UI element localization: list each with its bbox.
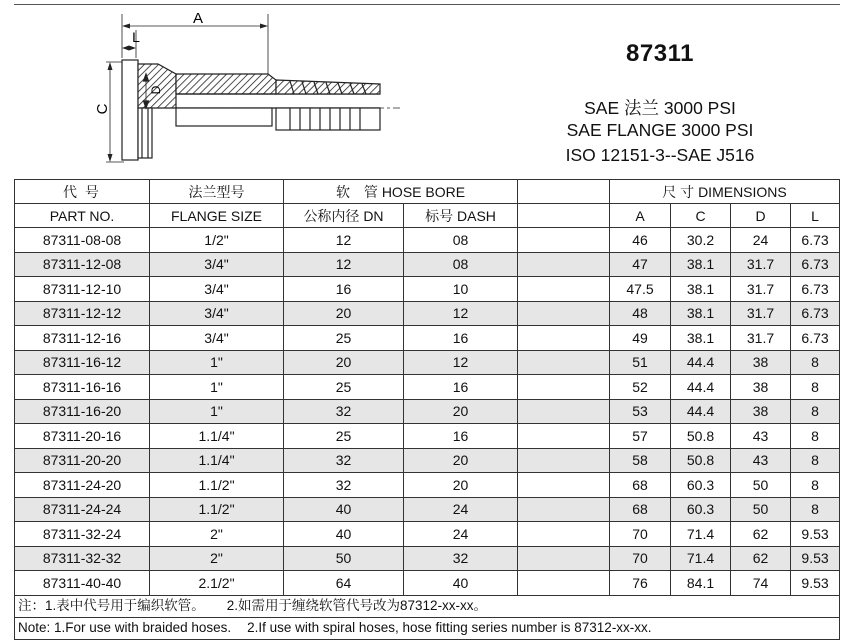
cell-blank [518, 424, 610, 449]
note-en [15, 617, 840, 639]
cell-dn: 64 [284, 571, 404, 596]
cell-c: 38.1 [671, 326, 731, 351]
cell-l: 8 [791, 399, 840, 424]
header-c: C [671, 204, 731, 228]
header-blank-2 [518, 204, 610, 228]
cell-d: 62 [731, 522, 791, 547]
cell-d: 62 [731, 546, 791, 571]
cell-part: 87311-08-08 [15, 228, 150, 253]
cell-a: 58 [610, 448, 671, 473]
cell-d: 31.7 [731, 301, 791, 326]
cell-blank [518, 252, 610, 277]
cell-part: 87311-12-08 [15, 252, 150, 277]
cell-blank [518, 350, 610, 375]
spec-table [14, 179, 840, 640]
cell-part: 87311-32-32 [15, 546, 150, 571]
cell-c: 38.1 [671, 252, 731, 277]
cell-l: 6.73 [791, 228, 840, 253]
cell-c: 84.1 [671, 571, 731, 596]
cell-l: 8 [791, 350, 840, 375]
note-row-en [15, 617, 840, 639]
cell-blank [518, 473, 610, 498]
cell-c: 44.4 [671, 375, 731, 400]
note-cn [15, 595, 840, 617]
cell-dn: 32 [284, 399, 404, 424]
dim-l-label: L [132, 29, 140, 45]
cell-a: 76 [610, 571, 671, 596]
top-rule [14, 4, 840, 5]
header-dash: 标号 DASH [404, 204, 518, 228]
cell-blank [518, 301, 610, 326]
header-blank [518, 180, 610, 204]
cell-c: 44.4 [671, 350, 731, 375]
cell-l: 6.73 [791, 252, 840, 277]
dim-c-label: C [94, 103, 111, 115]
cell-part: 87311-24-24 [15, 497, 150, 522]
header-l: L [791, 204, 840, 228]
cell-blank [518, 326, 610, 351]
standard-line-3: ISO 12151-3--SAE J516 [565, 145, 755, 165]
cell-d: 31.7 [731, 252, 791, 277]
header-flange-cn: 法兰型号 [150, 180, 284, 204]
cell-c: 71.4 [671, 546, 731, 571]
cell-dn: 20 [284, 301, 404, 326]
cell-part: 87311-16-16 [15, 375, 150, 400]
table-row [15, 326, 840, 351]
cell-a: 57 [610, 424, 671, 449]
cell-flange: 2" [150, 546, 284, 571]
table-row [15, 350, 840, 375]
cell-a: 68 [610, 473, 671, 498]
header-a: A [610, 204, 671, 228]
table-row [15, 522, 840, 547]
dimension-c [94, 62, 124, 162]
header-dn: 公称内径 DN [284, 204, 404, 228]
cell-d: 38 [731, 399, 791, 424]
cell-a: 49 [610, 326, 671, 351]
cell-flange: 3/4" [150, 326, 284, 351]
cell-l: 8 [791, 497, 840, 522]
cell-dash: 24 [404, 497, 518, 522]
cell-dn: 12 [284, 252, 404, 277]
cell-d: 31.7 [731, 277, 791, 302]
cell-c: 38.1 [671, 277, 731, 302]
table-row [15, 277, 840, 302]
table-row [15, 424, 840, 449]
cell-flange: 1" [150, 350, 284, 375]
table-row [15, 301, 840, 326]
dim-a-label: A [192, 10, 204, 27]
cell-part: 87311-40-40 [15, 571, 150, 596]
header-hose-bore: 软 管 HOSE BORE [284, 180, 518, 204]
cell-part: 87311-32-24 [15, 522, 150, 547]
cell-dn: 32 [284, 448, 404, 473]
cell-dn: 25 [284, 424, 404, 449]
note-cn-1: 注：1.表中代号用于编织软管。 [18, 598, 205, 613]
cell-blank [518, 522, 610, 547]
cell-flange: 1/2" [150, 228, 284, 253]
cell-a: 70 [610, 522, 671, 547]
cell-blank [518, 571, 610, 596]
cell-dash: 12 [404, 301, 518, 326]
cell-l: 9.53 [791, 522, 840, 547]
cell-flange: 3/4" [150, 277, 284, 302]
cell-flange: 1.1/4" [150, 448, 284, 473]
header-row-2 [15, 204, 840, 228]
table-row [15, 473, 840, 498]
table-row [15, 497, 840, 522]
cell-dash: 32 [404, 546, 518, 571]
cell-d: 43 [731, 424, 791, 449]
cell-flange: 1.1/4" [150, 424, 284, 449]
cell-flange: 2.1/2" [150, 571, 284, 596]
cell-l: 6.73 [791, 326, 840, 351]
cell-a: 70 [610, 546, 671, 571]
header-code-cn: 代 号 [15, 180, 150, 204]
cell-dn: 20 [284, 350, 404, 375]
standard-line-2: SAE FLANGE 3000 PSI [566, 120, 754, 140]
cell-dn: 25 [284, 326, 404, 351]
cell-c: 60.3 [671, 497, 731, 522]
header-d: D [731, 204, 791, 228]
cell-dash: 16 [404, 326, 518, 351]
cell-l: 6.73 [791, 277, 840, 302]
fitting-body [122, 60, 400, 160]
cell-dn: 25 [284, 375, 404, 400]
cell-dash: 08 [404, 252, 518, 277]
cell-a: 48 [610, 301, 671, 326]
cell-l: 8 [791, 473, 840, 498]
note-en-1: Note: 1.For use with braided hoses. [18, 620, 232, 635]
cell-l: 6.73 [791, 301, 840, 326]
dim-d-label: D [149, 85, 163, 95]
cell-c: 44.4 [671, 399, 731, 424]
table-row [15, 228, 840, 253]
cell-a: 53 [610, 399, 671, 424]
note-en-2: 2.If use with spiral hoses, hose fitting series number is 87312-xx-xx. [247, 620, 652, 635]
product-code: 87311 [626, 40, 694, 67]
cell-c: 38.1 [671, 301, 731, 326]
cell-part: 87311-12-12 [15, 301, 150, 326]
cell-part: 87311-20-20 [15, 448, 150, 473]
cell-dn: 16 [284, 277, 404, 302]
cell-part: 87311-16-20 [15, 399, 150, 424]
dimension-l [122, 29, 140, 58]
cell-flange: 2" [150, 522, 284, 547]
cell-blank [518, 448, 610, 473]
cell-dash: 12 [404, 350, 518, 375]
header-flange-size: FLANGE SIZE [150, 204, 284, 228]
cell-flange: 3/4" [150, 301, 284, 326]
cell-d: 74 [731, 571, 791, 596]
table-row [15, 252, 840, 277]
cell-dash: 24 [404, 522, 518, 547]
cell-flange: 3/4" [150, 252, 284, 277]
table-row [15, 571, 840, 596]
cell-l: 9.53 [791, 571, 840, 596]
cell-c: 71.4 [671, 522, 731, 547]
cell-dash: 40 [404, 571, 518, 596]
standard-line-1: SAE 法兰 3000 PSI [584, 98, 736, 118]
cell-part: 87311-20-16 [15, 424, 150, 449]
cell-dash: 20 [404, 399, 518, 424]
cell-d: 43 [731, 448, 791, 473]
cell-dn: 40 [284, 497, 404, 522]
header-row-1 [15, 180, 840, 204]
cell-dn: 50 [284, 546, 404, 571]
cell-c: 60.3 [671, 473, 731, 498]
cell-dash: 08 [404, 228, 518, 253]
cell-l: 9.53 [791, 546, 840, 571]
header-dimensions: 尺 寸 DIMENSIONS [610, 180, 840, 204]
cell-d: 38 [731, 350, 791, 375]
table-row [15, 375, 840, 400]
header-part-no: PART NO. [15, 204, 150, 228]
cell-d: 50 [731, 497, 791, 522]
cell-l: 8 [791, 375, 840, 400]
cell-d: 24 [731, 228, 791, 253]
cell-a: 52 [610, 375, 671, 400]
cell-dn: 40 [284, 522, 404, 547]
cell-flange: 1.1/2" [150, 473, 284, 498]
cell-a: 47 [610, 252, 671, 277]
cell-blank [518, 546, 610, 571]
cell-c: 50.8 [671, 448, 731, 473]
table-row [15, 546, 840, 571]
fitting-drawing [80, 8, 420, 176]
cell-dash: 20 [404, 473, 518, 498]
cell-blank [518, 375, 610, 400]
table-row [15, 399, 840, 424]
cell-flange: 1" [150, 375, 284, 400]
table-row [15, 448, 840, 473]
cell-dash: 10 [404, 277, 518, 302]
cell-l: 8 [791, 448, 840, 473]
cell-dash: 16 [404, 424, 518, 449]
cell-dash: 16 [404, 375, 518, 400]
cell-a: 51 [610, 350, 671, 375]
cell-part: 87311-12-10 [15, 277, 150, 302]
cell-dn: 12 [284, 228, 404, 253]
cell-dn: 32 [284, 473, 404, 498]
cell-part: 87311-16-12 [15, 350, 150, 375]
cell-c: 30.2 [671, 228, 731, 253]
cell-flange: 1" [150, 399, 284, 424]
cell-c: 50.8 [671, 424, 731, 449]
cell-part: 87311-12-16 [15, 326, 150, 351]
note-cn-2: 2.如需用于缠绕软管代号改为87312-xx-xx。 [226, 598, 488, 613]
cell-blank [518, 277, 610, 302]
cell-d: 31.7 [731, 326, 791, 351]
cell-blank [518, 399, 610, 424]
cell-blank [518, 497, 610, 522]
cell-l: 8 [791, 424, 840, 449]
cell-a: 46 [610, 228, 671, 253]
cell-dash: 20 [404, 448, 518, 473]
cell-a: 68 [610, 497, 671, 522]
cell-d: 38 [731, 375, 791, 400]
cell-a: 47.5 [610, 277, 671, 302]
cell-d: 50 [731, 473, 791, 498]
cell-flange: 1.1/2" [150, 497, 284, 522]
note-row-cn [15, 595, 840, 617]
cell-part: 87311-24-20 [15, 473, 150, 498]
cell-blank [518, 228, 610, 253]
